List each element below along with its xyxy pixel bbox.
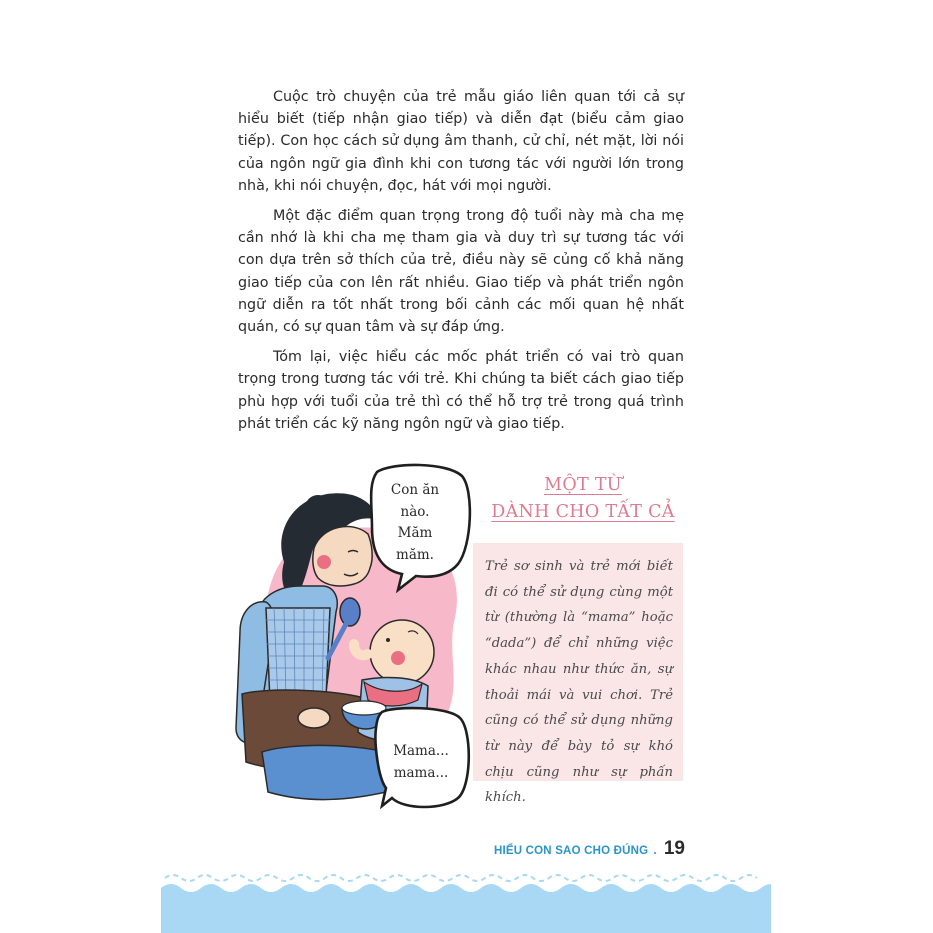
sidebar-title: [478, 472, 688, 526]
sidebar-title-line-1: MỘT TỪ: [544, 475, 622, 495]
bubble-top-line-2: nào.: [400, 503, 430, 520]
footer-book-title: HIỂU CON SAO CHO ĐÚNG: [493, 845, 649, 857]
sidebar-box: [473, 543, 683, 806]
paragraph-3: Tóm lại, việc hiểu các mốc phát triển có vai trò quan trọng trong tương tác với trẻ. Khi chúng ta biết cách giao tiếp phù hợp với tuổi của trẻ thì có thể hỗ trợ trẻ trong quá trình phát triển các kỹ năng ngôn ngữ và giao tiếp.: [238, 349, 684, 432]
bubble-top-line-3: Măm: [397, 525, 433, 541]
bubble-bottom-line-2: mama...: [393, 765, 449, 781]
bubble-top-line-4: măm.: [396, 546, 434, 563]
paragraph-2: Một đặc điểm quan trọng trong độ tuổi này mà cha mẹ cần nhớ là khi cha mẹ tham gia và duy trì sự tương tác với con dựa trên sở thích của trẻ, điều này sẽ củng cố khả năng giao tiếp của con lên rất nhiều. Giao tiếp và phát triển ngôn ngữ diễn ra tốt nhất trong bối cảnh các mối quan hệ nhất quán, có sự quan tâm và sự đáp ứng.: [238, 208, 684, 336]
body-text: [238, 86, 684, 443]
sidebar-text: Trẻ sơ sinh và trẻ mới biết đi có thể sử dụng cùng một từ (thường là “mama” hoặc “dada”) để chỉ những việc khác nhau như thức ăn, sự thoải mái và vui chơi. Trẻ cũng có thể sử dụng những từ này để bày tỏ sự khó chịu cũng như sự phấn khích.: [485, 559, 673, 806]
paragraph-1: Cuộc trò chuyện của trẻ mẫu giáo liên quan tới cả sự hiểu biết (tiếp nhận giao tiếp) và diễn đạt (biểu cảm giao tiếp). Con học cách sử dụng âm thanh, cử chỉ, nét mặt, lời nói của ngôn ngữ gia đình khi con tương tác với người lớn trong nhà, khi nói chuyện, đọc, hát với mọi người.: [238, 89, 684, 194]
bubble-top-line-1: Con ăn: [390, 482, 440, 498]
speech-bubble-bottom: [378, 740, 464, 784]
sidebar-title-line-2: DÀNH CHO TẤT CẢ: [491, 502, 675, 522]
bubble-bottom-line-1: Mama...: [393, 743, 449, 759]
page-footer: [490, 838, 685, 860]
speech-bubble-top: [374, 480, 456, 566]
wave-decoration: [161, 872, 771, 933]
footer-separator: .: [653, 843, 657, 857]
page-number: 19: [663, 838, 685, 859]
